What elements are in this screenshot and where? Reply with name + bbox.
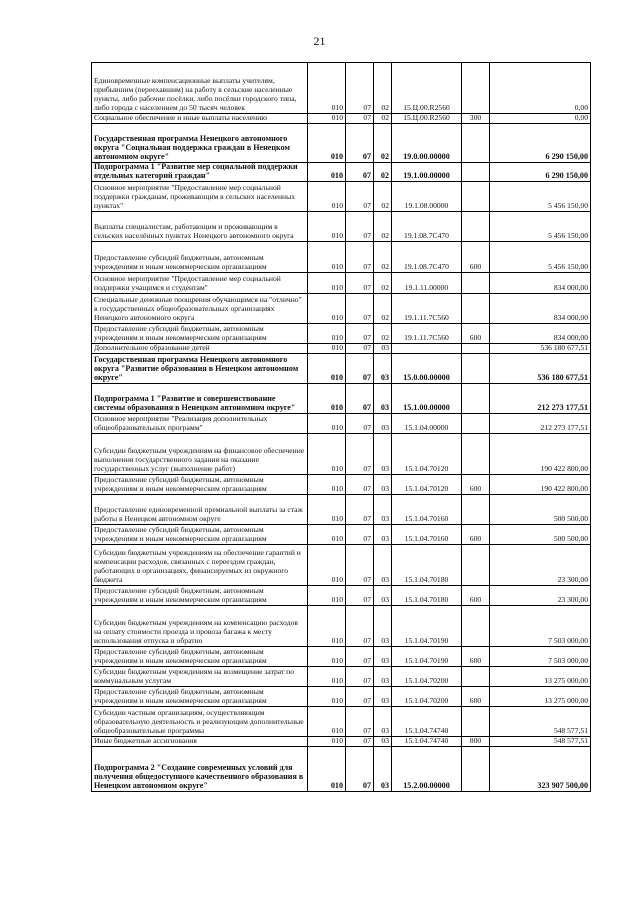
row-name-cell: Субсидии бюджетным учреждениям на компенсацию расходов на оплату стоимости проезда и провоза багажа к месту использования отпуска и обратно <box>92 606 308 647</box>
row-subsection-cell: 02 <box>374 114 392 124</box>
row-name-cell: Специальные денежные поощрения обучающимся на "отлично" в государственных общеобразовательных организациях Ненецкого автономного округа <box>92 294 308 324</box>
row-section-cell: 07 <box>346 647 374 667</box>
row-name-cell: Социальное обеспечение и иные выплаты населению <box>92 114 308 124</box>
table-row <box>92 212 591 242</box>
row-expense-type-cell: 600 <box>462 647 490 667</box>
row-amount-cell: 834 000,00 <box>490 273 591 294</box>
row-name-cell: Предоставление субсидий бюджетным, автономным учреждениям и иным некоммерческим организациям <box>92 586 308 606</box>
budget-table-body <box>92 63 591 792</box>
row-name-cell: Основное мероприятие "Реализация дополнительных общеобразовательных программ" <box>92 414 308 434</box>
row-section-cell: 07 <box>346 586 374 606</box>
page-number: 21 <box>313 34 326 48</box>
row-ved-cell: 010 <box>308 737 346 747</box>
row-subsection-cell: 02 <box>374 124 392 163</box>
row-expense-type-cell: 800 <box>462 737 490 747</box>
row-target-code-cell: 15.1.04.74740 <box>392 707 462 737</box>
table-row <box>92 667 591 687</box>
row-ved-cell: 010 <box>308 212 346 242</box>
row-subsection-cell: 02 <box>374 273 392 294</box>
row-expense-type-cell: 300 <box>462 114 490 124</box>
row-target-code-cell: 19.0.00.00000 <box>392 124 462 163</box>
row-amount-cell: 500 500,00 <box>490 495 591 525</box>
row-target-code-cell: 15.1.00.00000 <box>392 384 462 414</box>
row-expense-type-cell <box>462 606 490 647</box>
budget-table <box>91 62 591 792</box>
row-expense-type-cell <box>462 212 490 242</box>
row-ved-cell: 010 <box>308 344 346 354</box>
row-expense-type-cell: 600 <box>462 525 490 545</box>
row-ved-cell: 010 <box>308 434 346 475</box>
row-target-code-cell: 19.1.00.00000 <box>392 163 462 182</box>
row-section-cell: 07 <box>346 354 374 384</box>
row-name-cell: Предоставление субсидий бюджетным, автономным учреждениям и иным некоммерческим организациям <box>92 525 308 545</box>
row-target-code-cell: 15.1.04.70190 <box>392 606 462 647</box>
row-subsection-cell: 03 <box>374 475 392 495</box>
row-ved-cell: 010 <box>308 687 346 707</box>
row-amount-cell: 6 290 150,00 <box>490 163 591 182</box>
row-ved-cell: 010 <box>308 354 346 384</box>
row-target-code-cell: 15.1.04.70180 <box>392 586 462 606</box>
row-name-cell: Подпрограмма 2 "Создание современных условий для получения общедоступного качественного образования в Ненецком автономном округе" <box>92 747 308 792</box>
row-target-code-cell: 15.1.04.70120 <box>392 434 462 475</box>
table-row <box>92 324 591 344</box>
row-subsection-cell: 02 <box>374 63 392 114</box>
row-amount-cell: 5 456 150,00 <box>490 182 591 212</box>
row-section-cell: 07 <box>346 212 374 242</box>
row-amount-cell: 548 577,51 <box>490 737 591 747</box>
row-amount-cell: 500 500,00 <box>490 525 591 545</box>
row-target-code-cell: 15.Ц.00.R2560 <box>392 63 462 114</box>
row-amount-cell: 0,00 <box>490 114 591 124</box>
row-expense-type-cell: 600 <box>462 586 490 606</box>
row-name-cell: Государственная программа Ненецкого автономного округа "Социальная поддержка граждан в Ненецком автономном округе" <box>92 124 308 163</box>
row-name-cell: Подпрограмма 1 "Развитие мер социальной поддержки отдельных категорий граждан" <box>92 163 308 182</box>
row-section-cell: 07 <box>346 525 374 545</box>
table-row <box>92 163 591 182</box>
row-section-cell: 07 <box>346 182 374 212</box>
row-ved-cell: 010 <box>308 707 346 737</box>
row-expense-type-cell <box>462 747 490 792</box>
row-section-cell: 07 <box>346 545 374 586</box>
row-ved-cell: 010 <box>308 384 346 414</box>
table-row <box>92 242 591 273</box>
table-row <box>92 384 591 414</box>
row-amount-cell: 23 300,00 <box>490 545 591 586</box>
row-amount-cell: 190 422 800,00 <box>490 434 591 475</box>
row-name-cell: Предоставление субсидий бюджетным, автономным учреждениям и иным некоммерческим организациям <box>92 475 308 495</box>
table-row <box>92 124 591 163</box>
row-ved-cell: 010 <box>308 647 346 667</box>
row-name-cell: Иные бюджетные ассигнования <box>92 737 308 747</box>
row-expense-type-cell <box>462 182 490 212</box>
row-section-cell: 07 <box>346 747 374 792</box>
row-subsection-cell: 03 <box>374 747 392 792</box>
row-ved-cell: 010 <box>308 606 346 647</box>
row-subsection-cell: 03 <box>374 606 392 647</box>
row-subsection-cell: 02 <box>374 212 392 242</box>
row-ved-cell: 010 <box>308 114 346 124</box>
row-amount-cell: 190 422 800,00 <box>490 475 591 495</box>
row-amount-cell: 536 180 677,51 <box>490 354 591 384</box>
row-subsection-cell: 03 <box>374 384 392 414</box>
table-row <box>92 475 591 495</box>
row-subsection-cell: 02 <box>374 163 392 182</box>
row-subsection-cell: 03 <box>374 687 392 707</box>
row-name-cell: Предоставление единовременной премиальной выплаты за стаж работы в Ненецком автономном округе <box>92 495 308 525</box>
row-amount-cell: 548 577,51 <box>490 707 591 737</box>
row-target-code-cell <box>392 344 462 354</box>
row-ved-cell: 010 <box>308 63 346 114</box>
row-target-code-cell: 19.1.11.00000 <box>392 273 462 294</box>
row-expense-type-cell: 600 <box>462 324 490 344</box>
row-section-cell: 07 <box>346 687 374 707</box>
row-amount-cell: 6 290 150,00 <box>490 124 591 163</box>
row-target-code-cell: 15.1.04.70200 <box>392 667 462 687</box>
row-amount-cell: 23 300,00 <box>490 586 591 606</box>
row-section-cell: 07 <box>346 495 374 525</box>
row-name-cell: Основное мероприятие "Предоставление мер социальной поддержки учащимся и студентам" <box>92 273 308 294</box>
row-target-code-cell: 19.1.08.7С470 <box>392 242 462 273</box>
row-expense-type-cell: 600 <box>462 475 490 495</box>
row-amount-cell: 13 275 000,00 <box>490 687 591 707</box>
row-expense-type-cell <box>462 545 490 586</box>
row-subsection-cell: 03 <box>374 647 392 667</box>
row-expense-type-cell <box>462 667 490 687</box>
row-expense-type-cell <box>462 63 490 114</box>
row-amount-cell: 323 907 500,00 <box>490 747 591 792</box>
row-subsection-cell: 03 <box>374 707 392 737</box>
row-name-cell: Субсидии бюджетным учреждениям на финансовое обеспечение выполнения государственного задания на оказание государственных услуг (выполнение работ) <box>92 434 308 475</box>
row-amount-cell: 5 456 150,00 <box>490 212 591 242</box>
row-target-code-cell: 19.1.08.7С470 <box>392 212 462 242</box>
table-row <box>92 747 591 792</box>
row-subsection-cell: 03 <box>374 525 392 545</box>
row-amount-cell: 13 275 000,00 <box>490 667 591 687</box>
table-row <box>92 414 591 434</box>
row-name-cell: Выплаты специалистам, работающим и проживающим в сельских населённых пунктах Ненецкого автономного округа <box>92 212 308 242</box>
row-amount-cell: 212 273 177,51 <box>490 384 591 414</box>
row-section-cell: 07 <box>346 606 374 647</box>
row-section-cell: 07 <box>346 344 374 354</box>
row-section-cell: 07 <box>346 242 374 273</box>
row-target-code-cell: 15.1.04.70160 <box>392 525 462 545</box>
row-ved-cell: 010 <box>308 182 346 212</box>
row-ved-cell: 010 <box>308 545 346 586</box>
row-target-code-cell: 15.0.00.00000 <box>392 354 462 384</box>
table-row <box>92 114 591 124</box>
row-amount-cell: 7 503 000,00 <box>490 606 591 647</box>
row-subsection-cell: 02 <box>374 294 392 324</box>
row-ved-cell: 010 <box>308 242 346 273</box>
table-row <box>92 495 591 525</box>
row-target-code-cell: 15.1.04.70180 <box>392 545 462 586</box>
row-target-code-cell: 15.1.04.70160 <box>392 495 462 525</box>
row-ved-cell: 010 <box>308 525 346 545</box>
row-expense-type-cell <box>462 163 490 182</box>
row-name-cell: Дополнительное образование детей <box>92 344 308 354</box>
row-expense-type-cell <box>462 354 490 384</box>
row-name-cell: Предоставление субсидий бюджетным, автономным учреждениям и иным некоммерческим организациям <box>92 647 308 667</box>
row-name-cell: Предоставление субсидий бюджетным, автономным учреждениям и иным некоммерческим организациям <box>92 242 308 273</box>
table-row <box>92 545 591 586</box>
row-name-cell: Субсидии бюджетным учреждениям на возмещение затрат по коммунальным услугам <box>92 667 308 687</box>
row-section-cell: 07 <box>346 114 374 124</box>
row-name-cell: Единовременные компенсационные выплаты учителям, прибывшим (переехавшим) на работу в сельские населенные пункты, либо рабочие посёлки, либо посёлки городского типа, либо города с населением до 50 тысяч человек <box>92 63 308 114</box>
row-ved-cell: 010 <box>308 324 346 344</box>
row-name-cell: Субсидии частным организациям, осуществляющим образовательную деятельность и реализующим дополнительные общеобразовательные программы <box>92 707 308 737</box>
row-subsection-cell: 03 <box>374 545 392 586</box>
table-row <box>92 687 591 707</box>
table-row <box>92 63 591 114</box>
row-section-cell: 07 <box>346 124 374 163</box>
row-name-cell: Государственная программа Ненецкого автономного округа "Развитие образования в Ненецком автономном округе" <box>92 354 308 384</box>
row-expense-type-cell <box>462 495 490 525</box>
row-target-code-cell: 15.Ц.00.R2560 <box>392 114 462 124</box>
row-amount-cell: 212 273 177,51 <box>490 414 591 434</box>
row-amount-cell: 0,00 <box>490 63 591 114</box>
row-section-cell: 07 <box>346 414 374 434</box>
row-subsection-cell: 02 <box>374 182 392 212</box>
row-name-cell: Предоставление субсидий бюджетным, автономным учреждениям и иным некоммерческим организациям <box>92 687 308 707</box>
row-ved-cell: 010 <box>308 273 346 294</box>
row-ved-cell: 010 <box>308 747 346 792</box>
row-target-code-cell: 19.1.08.00000 <box>392 182 462 212</box>
row-amount-cell: 834 000,00 <box>490 324 591 344</box>
table-row <box>92 434 591 475</box>
row-subsection-cell: 03 <box>374 737 392 747</box>
row-ved-cell: 010 <box>308 667 346 687</box>
row-section-cell: 07 <box>346 475 374 495</box>
row-expense-type-cell <box>462 344 490 354</box>
row-amount-cell: 5 456 150,00 <box>490 242 591 273</box>
row-section-cell: 07 <box>346 324 374 344</box>
row-target-code-cell: 15.2.00.00000 <box>392 747 462 792</box>
row-subsection-cell: 03 <box>374 667 392 687</box>
row-expense-type-cell <box>462 414 490 434</box>
row-target-code-cell: 19.1.11.7С560 <box>392 324 462 344</box>
row-name-cell: Подпрограмма 1 "Развитие и совершенствование системы образования в Ненецком автономном округе" <box>92 384 308 414</box>
row-section-cell: 07 <box>346 294 374 324</box>
table-row <box>92 294 591 324</box>
row-expense-type-cell: 600 <box>462 687 490 707</box>
table-row <box>92 707 591 737</box>
row-subsection-cell: 03 <box>374 344 392 354</box>
row-name-cell: Основное мероприятие "Предоставление мер социальной поддержки гражданам, проживающим в сельских населенных пунктах" <box>92 182 308 212</box>
row-expense-type-cell <box>462 707 490 737</box>
row-target-code-cell: 15.1.04.74740 <box>392 737 462 747</box>
row-amount-cell: 834 000,00 <box>490 294 591 324</box>
row-expense-type-cell <box>462 294 490 324</box>
row-ved-cell: 010 <box>308 124 346 163</box>
row-target-code-cell: 15.1.04.70120 <box>392 475 462 495</box>
row-subsection-cell: 03 <box>374 354 392 384</box>
row-section-cell: 07 <box>346 707 374 737</box>
row-section-cell: 07 <box>346 737 374 747</box>
row-ved-cell: 010 <box>308 586 346 606</box>
table-row <box>92 606 591 647</box>
table-row <box>92 586 591 606</box>
row-section-cell: 07 <box>346 273 374 294</box>
row-subsection-cell: 03 <box>374 414 392 434</box>
row-amount-cell: 536 180 677,51 <box>490 344 591 354</box>
row-ved-cell: 010 <box>308 163 346 182</box>
row-expense-type-cell <box>462 384 490 414</box>
table-row <box>92 525 591 545</box>
row-ved-cell: 010 <box>308 294 346 324</box>
row-subsection-cell: 02 <box>374 242 392 273</box>
row-target-code-cell: 15.1.04.70190 <box>392 647 462 667</box>
row-subsection-cell: 03 <box>374 495 392 525</box>
table-row <box>92 647 591 667</box>
row-amount-cell: 7 503 000,00 <box>490 647 591 667</box>
table-row <box>92 182 591 212</box>
row-subsection-cell: 02 <box>374 324 392 344</box>
row-ved-cell: 010 <box>308 495 346 525</box>
row-section-cell: 07 <box>346 434 374 475</box>
row-ved-cell: 010 <box>308 475 346 495</box>
row-target-code-cell: 19.1.11.7С560 <box>392 294 462 324</box>
row-subsection-cell: 03 <box>374 586 392 606</box>
row-section-cell: 07 <box>346 163 374 182</box>
row-name-cell: Предоставление субсидий бюджетным, автономным учреждениям и иным некоммерческим организациям <box>92 324 308 344</box>
row-expense-type-cell <box>462 124 490 163</box>
row-subsection-cell: 03 <box>374 434 392 475</box>
row-expense-type-cell <box>462 273 490 294</box>
table-row <box>92 344 591 354</box>
row-name-cell: Субсидии бюджетным учреждениям на обеспечение гарантий и компенсации расходов, связанных с переездом граждан, работающих в организациях, финансируемых из окружного бюджета <box>92 545 308 586</box>
row-ved-cell: 010 <box>308 414 346 434</box>
row-section-cell: 07 <box>346 384 374 414</box>
row-target-code-cell: 15.1.04.00000 <box>392 414 462 434</box>
row-expense-type-cell: 600 <box>462 242 490 273</box>
row-expense-type-cell <box>462 434 490 475</box>
row-section-cell: 07 <box>346 667 374 687</box>
row-section-cell: 07 <box>346 63 374 114</box>
table-row <box>92 737 591 747</box>
table-row <box>92 354 591 384</box>
table-row <box>92 273 591 294</box>
row-target-code-cell: 15.1.04.70200 <box>392 687 462 707</box>
